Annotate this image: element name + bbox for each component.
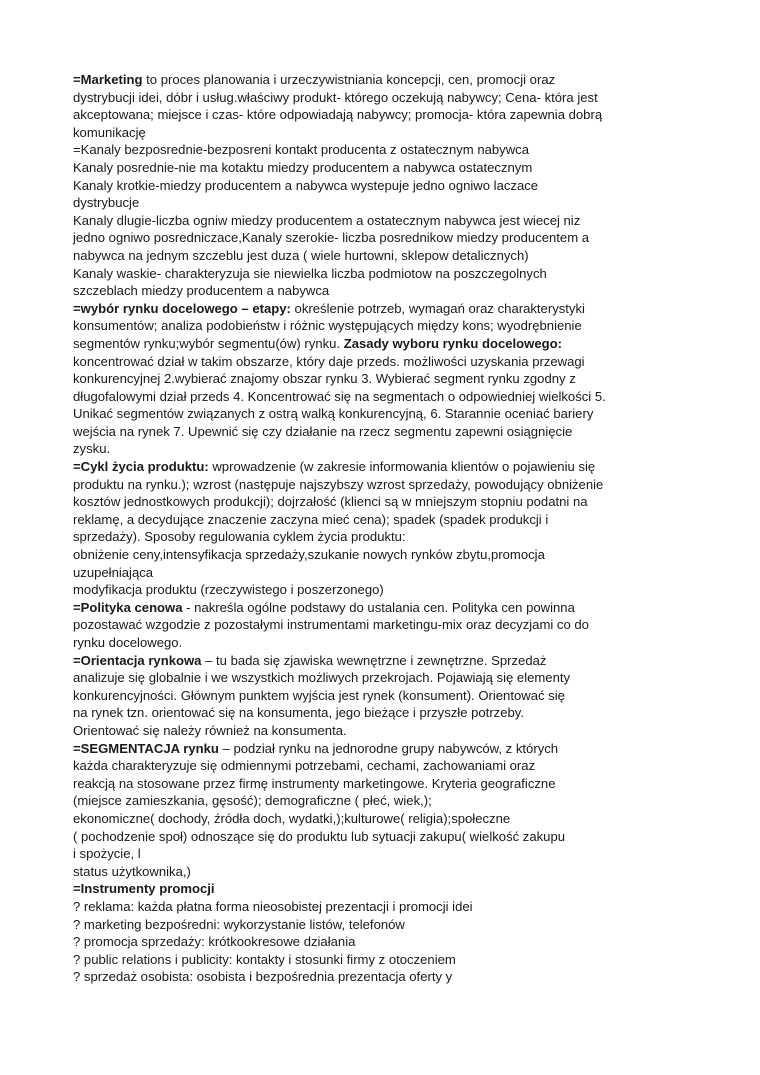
text-segment: ? promocja sprzedaży: krótkookresowe działania — [73, 934, 356, 950]
text-line — [73, 546, 713, 564]
text-line — [73, 177, 713, 195]
text-segment: nabywca na jednym szczeblu jest duza ( wiele hurtowni, sklepow detalicznych) — [73, 247, 529, 263]
text-segment: dystrybucji idei, dóbr i usług.właściwy produkt- którego oczekują nabywcy; Cena- która jest — [73, 89, 598, 105]
text-line — [73, 740, 713, 758]
text-segment: jedno ogniwo posredniczace,Kanaly szerokie- liczba posrednikow miedzy producentem a — [73, 230, 590, 246]
text-segment: i spożycie, l — [73, 846, 141, 862]
text-line — [73, 353, 713, 371]
text-segment: koncentrować dział w takim obszarze, który daje przeds. możliwości uzyskania przewagi — [73, 353, 585, 369]
text-line — [73, 898, 713, 916]
bold-heading: =Cykl życia produktu: — [73, 459, 209, 475]
text-line — [73, 265, 713, 283]
text-segment: ? marketing bezpośredni: wykorzystanie listów, telefonów — [73, 916, 405, 932]
text-segment: - nakreśla ogólne podstawy do ustalania cen. Polityka cen powinna — [182, 599, 575, 615]
text-line — [73, 247, 713, 265]
text-segment: Kanaly posrednie-nie ma kotaktu miedzy producentem a nabywca ostatecznym — [73, 159, 533, 175]
text-line — [73, 704, 713, 722]
text-line — [73, 775, 713, 793]
bold-heading: =Marketing — [73, 72, 143, 87]
text-line — [73, 828, 713, 846]
text-line — [73, 880, 713, 898]
text-segment: ? public relations i publicity: kontakty i stosunki firmy z otoczeniem — [73, 951, 456, 967]
text-line — [73, 493, 713, 511]
text-line — [73, 458, 713, 476]
text-line — [73, 845, 713, 863]
text-line — [73, 528, 713, 546]
text-line — [73, 89, 713, 107]
document-body — [73, 71, 713, 986]
text-segment: konkurencyjności. Głównym punktem wyjścia jest rynek (konsument). Orientować się — [73, 687, 565, 703]
text-segment: – podział rynku na jednorodne grupy nabywców, z których — [218, 740, 559, 756]
text-segment: analizuje się globalnie i we wszystkich możliwych przekrojach. Pojawiają się elementy — [73, 670, 571, 686]
bold-heading: =Instrumenty promocji — [73, 881, 215, 897]
text-line — [73, 405, 713, 423]
text-segment: status użytkownika,) — [73, 863, 191, 879]
text-segment: Kanaly dlugie-liczba ogniw miedzy producentem a ostatecznym nabywca jest wiecej niz — [73, 212, 581, 228]
text-line — [73, 282, 713, 300]
text-segment: (miejsce zamieszkania, gęsość); demograficzne ( płeć, wiek,); — [73, 793, 432, 809]
text-segment: Kanaly waskie- charakteryzuja sie niewielka liczba podmiotow na poszczegolnych — [73, 265, 547, 281]
text-line — [73, 687, 713, 705]
text-segment: określenie potrzeb, wymagań oraz charakterystyki — [290, 300, 585, 316]
text-segment: ? sprzedaż osobista: osobista i bezpośrednia prezentacja oferty y — [73, 969, 453, 985]
text-line — [73, 141, 713, 159]
text-segment: =Kanaly bezposrednie-bezposreni kontakt producenta z ostatecznym nabywca — [73, 142, 530, 158]
text-line — [73, 722, 713, 740]
text-line — [73, 968, 713, 986]
text-line — [73, 300, 713, 318]
text-line — [73, 652, 713, 670]
text-segment: sprzedaży). Sposoby regulowania cyklem życia produktu: — [73, 529, 406, 545]
text-line — [73, 388, 713, 406]
text-segment: Kanaly krotkie-miedzy producentem a nabywca wystepuje jedno ogniwo laczace — [73, 177, 539, 193]
text-segment: – tu bada się zjawiska wewnętrzne i zewnętrzne. Sprzedaż — [201, 652, 547, 668]
text-line — [73, 564, 713, 582]
text-line — [73, 511, 713, 529]
text-segment: konkurencyjnej 2.wybierać znajomy obszar rynku 3. Wybierać segment rynku zgodny z — [73, 371, 576, 387]
text-line — [73, 916, 713, 934]
text-segment: modyfikacja produktu (rzeczywistego i poszerzonego) — [73, 582, 384, 598]
text-segment: szczeblach miedzy producentem a nabywca — [73, 283, 330, 299]
text-segment: to proces planowania i urzeczywistniania koncepcji, cen, promocji oraz — [142, 72, 556, 87]
text-segment: wejścia na rynek 7. Upewnić się czy działanie na rzecz segmentu zapewni osiągnięcie — [73, 423, 573, 439]
text-segment: ( pochodzenie społ) odnoszące się do produktu lub sytuacji zakupu( wielkość zakupu — [73, 828, 566, 844]
text-segment: dystrybucje — [73, 195, 140, 211]
text-line — [73, 317, 713, 335]
text-line — [73, 581, 713, 599]
text-line — [73, 71, 713, 89]
text-segment: produktu na rynku.); wzrost (następuje najszybszy wzrost sprzedaży, powodujący obniżenie — [73, 476, 604, 492]
text-segment: rynku docelowego. — [73, 635, 183, 650]
text-line — [73, 634, 713, 652]
text-segment: kosztów jednostkowych produkcji); dojrzałość (klienci są w mniejszym stopniu podatni na — [73, 494, 588, 510]
text-line — [73, 194, 713, 212]
text-segment: reakcją na stosowane przez firmę instrumenty marketingowe. Kryteria geograficzne — [73, 775, 556, 791]
text-segment: pozostawać wzgodzie z pozostałymi instrumentami marketingu-mix oraz decyzjami co do — [73, 617, 589, 633]
text-segment: Unikać segmentów związanych z ostrą walką konkurencyjną, 6. Starannie oceniać bariery — [73, 406, 594, 422]
text-line — [73, 810, 713, 828]
text-line — [73, 757, 713, 775]
text-segment: akceptowana; miejsce i czas- które odpowiadają nabywcy; promocja- która zapewnia dobrą — [73, 107, 603, 123]
bold-heading: =Polityka cenowa — [73, 599, 183, 615]
text-line — [73, 616, 713, 634]
text-segment: długofalowymi dział przeds 4. Koncentrować się na segmentach o odpowiedniej wielkości 5. — [73, 388, 606, 404]
text-line — [73, 440, 713, 458]
bold-heading: =Orientacja rynkowa — [73, 652, 202, 668]
bold-heading: Zasady wyboru rynku docelowego: — [343, 335, 562, 351]
text-line — [73, 212, 713, 230]
text-segment: komunikację — [73, 124, 146, 140]
text-segment: uzupełniająca — [73, 564, 154, 580]
text-segment: obniżenie ceny,intensyfikacja sprzedaży,szukanie nowych rynków zbytu,promocja — [73, 547, 545, 563]
text-segment: konsumentów; analiza podobieństw i różnic występujących między kons; wyodrębnienie — [73, 318, 582, 334]
text-segment: segmentów rynku;wybór segmentu(ów) rynku. — [73, 335, 344, 351]
text-line — [73, 863, 713, 881]
text-line — [73, 370, 713, 388]
text-line — [73, 933, 713, 951]
text-line — [73, 229, 713, 247]
bold-heading: =wybór rynku docelowego – etapy: — [73, 300, 291, 316]
text-segment: ? reklama: każda płatna forma nieosobistej prezentacji i promocji idei — [73, 898, 473, 914]
text-line — [73, 669, 713, 687]
text-segment: ekonomiczne( dochody, źródła doch, wydatki,);kulturowe( religia);społeczne — [73, 810, 511, 826]
text-line — [73, 423, 713, 441]
text-segment: Orientować się należy również na konsumenta. — [73, 722, 347, 738]
text-segment: zysku. — [73, 441, 111, 457]
text-line — [73, 159, 713, 177]
text-line — [73, 335, 713, 353]
text-segment: reklamę, a decydujące znaczenie zaczyna mieć cena); spadek (spadek produkcji i — [73, 511, 549, 527]
bold-heading: =SEGMENTACJA rynku — [73, 740, 219, 756]
text-line — [73, 599, 713, 617]
text-segment: każda charakteryzuje się odmiennymi potrzebami, cechami, zachowaniami oraz — [73, 758, 536, 774]
text-segment: na rynek tzn. orientować się na konsumenta, jego bieżące i przyszłe potrzeby. — [73, 705, 524, 721]
text-line — [73, 124, 713, 142]
text-line — [73, 792, 713, 810]
text-line — [73, 476, 713, 494]
text-segment: wprowadzenie (w zakresie informowania klientów o pojawieniu się — [208, 459, 596, 475]
text-line — [73, 106, 713, 124]
text-line — [73, 951, 713, 969]
